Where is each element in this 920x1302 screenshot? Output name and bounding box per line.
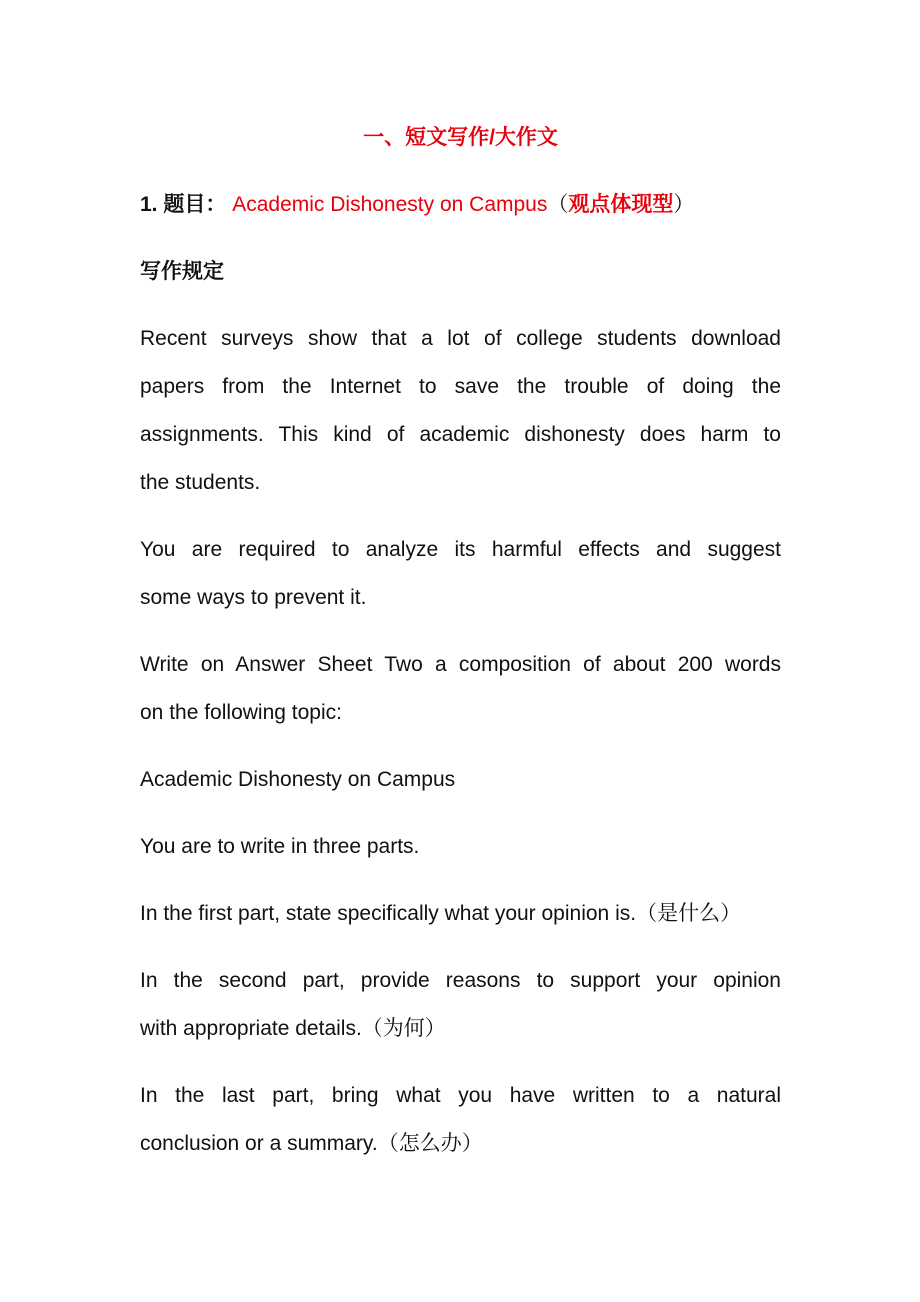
paragraph-line: Academic Dishonesty on Campus [140, 768, 456, 791]
paragraph-line: You are required to analyze its harmful effects and suggest [140, 538, 781, 561]
paragraph-line: on the following topic: [140, 701, 342, 724]
paragraph [140, 641, 781, 737]
question-heading [140, 181, 781, 229]
paragraph-line: assignments. This kind of academic dishonesty does harm to [140, 423, 781, 446]
close-paren: ） [673, 193, 695, 216]
paragraph-line: Recent surveys show that a lot of college students download [140, 327, 781, 350]
question-label: 题目： [163, 193, 227, 216]
paragraph-line: In the second part, provide reasons to support your opinion [140, 969, 781, 992]
paragraph-line: the students. [140, 471, 261, 494]
paragraph-line: with appropriate details.（为何） [140, 1017, 446, 1040]
question-number: 1. [140, 193, 158, 216]
paragraph-line: In the last part, bring what you have written to a natural [140, 1084, 781, 1107]
paragraph [140, 1072, 781, 1168]
paragraph-line: You are to write in three parts. [140, 835, 420, 858]
paragraph-line: Write on Answer Sheet Two a composition of about 200 words [140, 653, 781, 676]
paragraph-line: conclusion or a summary.（怎么办） [140, 1132, 483, 1155]
paragraph [140, 315, 781, 507]
question-type: 观点体现型 [568, 193, 674, 216]
paragraph-line: some ways to prevent it. [140, 586, 367, 609]
question-topic: Academic Dishonesty on Campus [232, 193, 548, 216]
document-body [140, 114, 781, 1187]
paragraph [140, 890, 781, 938]
requirements-heading: 写作规定 [140, 260, 224, 283]
paragraph [140, 526, 781, 622]
paragraph [140, 957, 781, 1053]
section-title: 一、短文写作/大作文 [363, 126, 558, 149]
paragraph [140, 823, 781, 871]
paragraph [140, 756, 781, 804]
open-paren: （ [547, 193, 569, 216]
paragraph-line: In the first part, state specifically what your opinion is.（是什么） [140, 902, 742, 925]
paragraph-line: papers from the Internet to save the trouble of doing the [140, 375, 781, 398]
